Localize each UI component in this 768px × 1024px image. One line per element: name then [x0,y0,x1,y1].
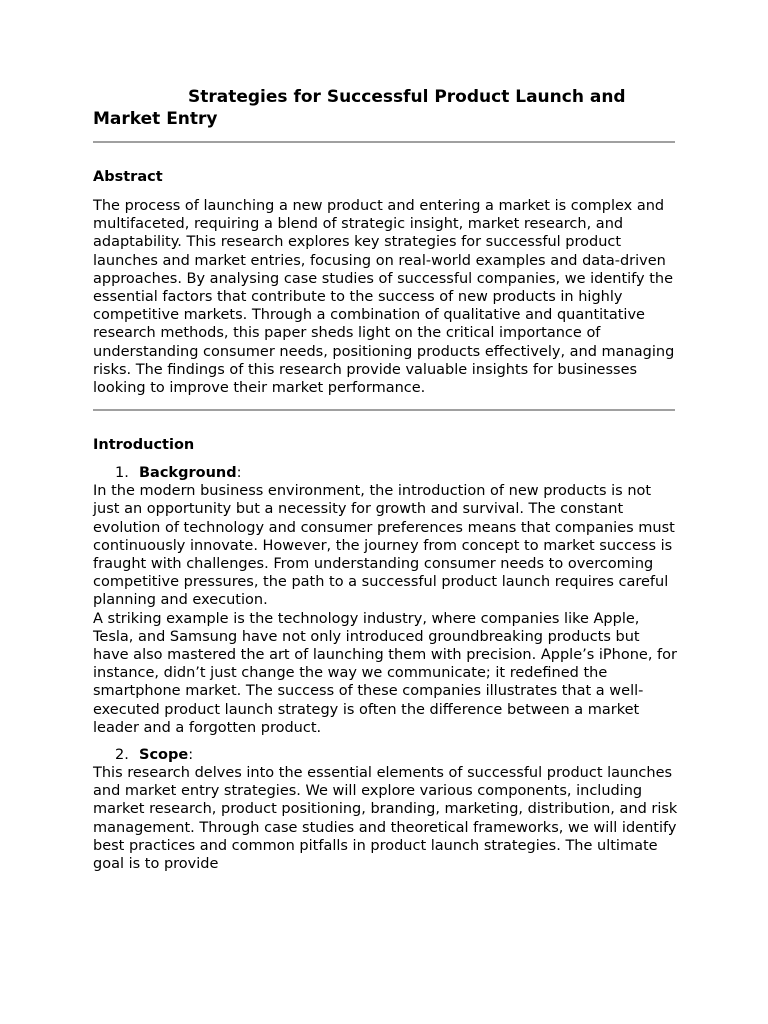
background-paragraph-2: A striking example is the technology industry, where companies like Apple, Tesla, and Samsung have not only introduced groundbreaking products but have also mastered the art of launching them with precision. Apple’s iPhone, for instance, didn’t just change the way we communicate; it redefined the smartphone market. The success of these companies illustrates that a well-executed product launch strategy is often the difference between a market leader and a forgotten product. [93,610,677,736]
document-title: Strategies for Successful Product Launch and Market Entry [93,87,626,129]
divider [93,409,675,411]
list-suffix: : [236,465,242,482]
list-label: Scope [139,747,189,764]
background-paragraph-1: In the modern business environment, the introduction of new products is not just an opportunity but a necessity for growth and survival. The constant evolution of technology and consumer preferences means that companies must continuously innovate. However, the journey from concept to market success is fraught with challenges. From understanding consumer needs to overcoming competitive pressures, the path to a successful product launch requires careful planning and execution. [93,483,675,609]
list-number: 2. [115,747,129,764]
list-suffix: : [188,747,194,764]
abstract-heading: Abstract [93,169,163,185]
list-number: 1. [115,465,129,482]
list-item-scope [93,746,683,764]
scope-paragraph-1: This research delves into the essential elements of successful product launches and market entry strategies. We will explore various components, including market research, product positioning, branding, marketing, distribution, and risk management. Through case studies and theoretical frameworks, we will identify best practices and common pitfalls in product launch strategies. The ultimate goal is to provide [93,765,678,873]
abstract-text: The process of launching a new product and entering a market is complex and multifaceted, requiring a blend of strategic insight, market research, and adaptability. This research explores key strategies for successful product launches and market entries, focusing on real-world examples and data-driven approaches. By analysing case studies of successful companies, we identify the essential factors that contribute to the success of new products in highly competitive markets. Through a combination of qualitative and quantitative research methods, this paper sheds light on the critical importance of understanding consumer needs, positioning products effectively, and managing risks. The findings of this research provide valuable insights for businesses looking to improve their market performance. [93,198,675,397]
list-item-background [93,464,683,482]
divider [93,141,675,143]
introduction-heading: Introduction [93,437,195,454]
list-label: Background [139,465,237,482]
document-page [93,86,683,873]
